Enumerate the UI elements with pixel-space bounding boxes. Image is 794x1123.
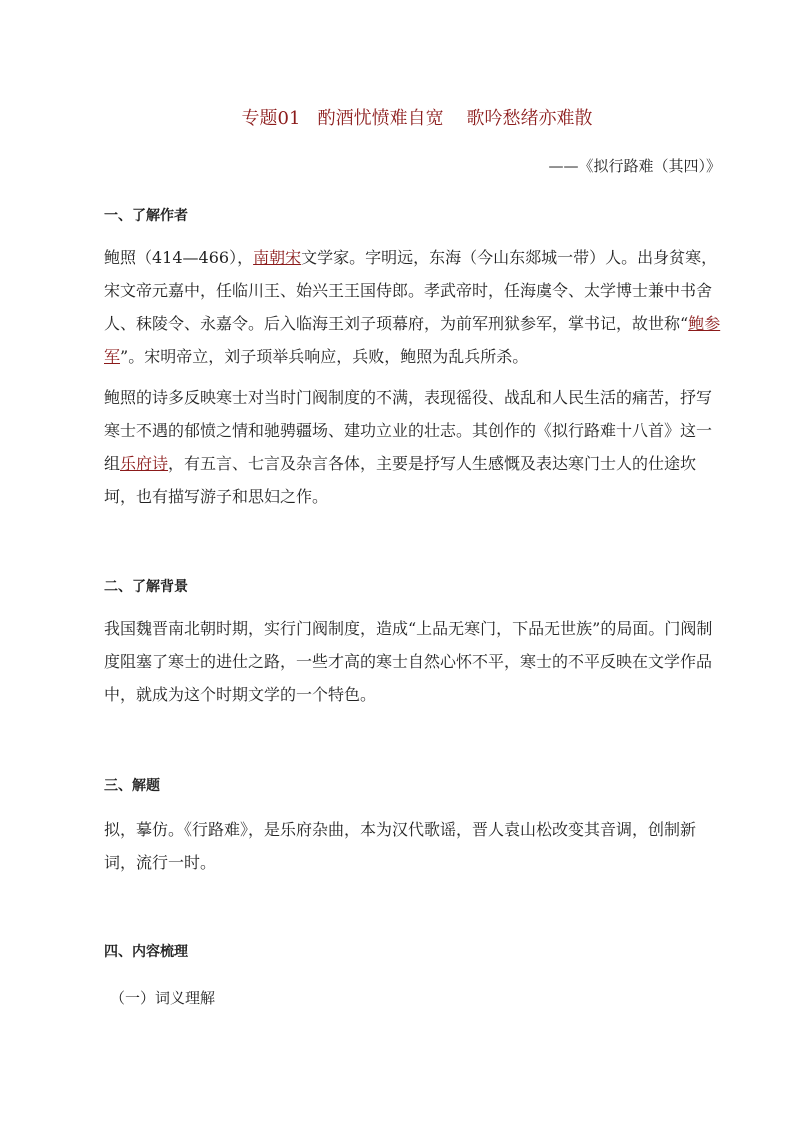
title-explanation-paragraph: 拟，摹仿。《行路难》，是乐府杂曲，本为汉代歌谣，晋人袁山松改变其音调，创制新词，流行一时。: [104, 820, 697, 872]
section-heading-content: 四、内容梳理: [104, 944, 188, 960]
author-paragraph-1: [104, 241, 722, 373]
document-title: 专题01 酌酒忧愤难自宽 歌吟愁绪亦难散: [241, 108, 593, 129]
text-run: 鲍照（414—466），: [104, 248, 254, 267]
text-run: 文学家。字明远，东海（今山东郯城一带）人。出身贫寒，宋文帝元嘉中，任临川王、始兴王王国侍郎。孝武帝时，任海虞令、太学博士兼中书舍人、秣陵令、永嘉令。后入临海王刘子顼幕府，为前军刑狱参军，掌书记，故世称“: [104, 248, 718, 333]
link-baocanjun[interactable]: 鲍参军: [104, 314, 721, 366]
text-run: ，有五言、七言及杂言各体，主要是抒写人生感慨及表达寒门士人的仕途坎坷，也有描写游子和思妇之作。: [104, 454, 697, 506]
text-run: 鲍照的诗多反映寒士对当时门阀制度的不满，表现徭役、战乱和人民生活的痛苦，抒写寒士不遇的郁愤之情和驰骋疆场、建功立业的壮志。其创作的《拟行路难十八首》这一组: [104, 388, 713, 473]
author-paragraph-2: [104, 381, 722, 513]
text-run: ”。宋明帝立，刘子顼举兵响应，兵败，鲍照为乱兵所杀。: [120, 347, 529, 366]
section-heading-title-explanation: 三、解题: [104, 778, 160, 794]
link-yuefushi[interactable]: 乐府诗: [120, 454, 169, 473]
section-heading-author: 一、了解作者: [104, 208, 188, 224]
document-subtitle: ——《拟行路难（其四）》: [548, 157, 721, 175]
section-heading-background: 二、了解背景: [104, 579, 188, 595]
link-nanchaosong[interactable]: 南朝宋: [253, 248, 302, 267]
subheading-word-meaning: （一）词义理解: [110, 989, 216, 1007]
background-paragraph: 我国魏晋南北朝时期，实行门阀制度，造成“上品无寒门，下品无世族”的局面。门阀制度阻塞了寒士的进仕之路，一些才高的寒士自然心怀不平，寒士的不平反映在文学作品中，就成为这个时期文学的一个特色。: [104, 619, 713, 704]
